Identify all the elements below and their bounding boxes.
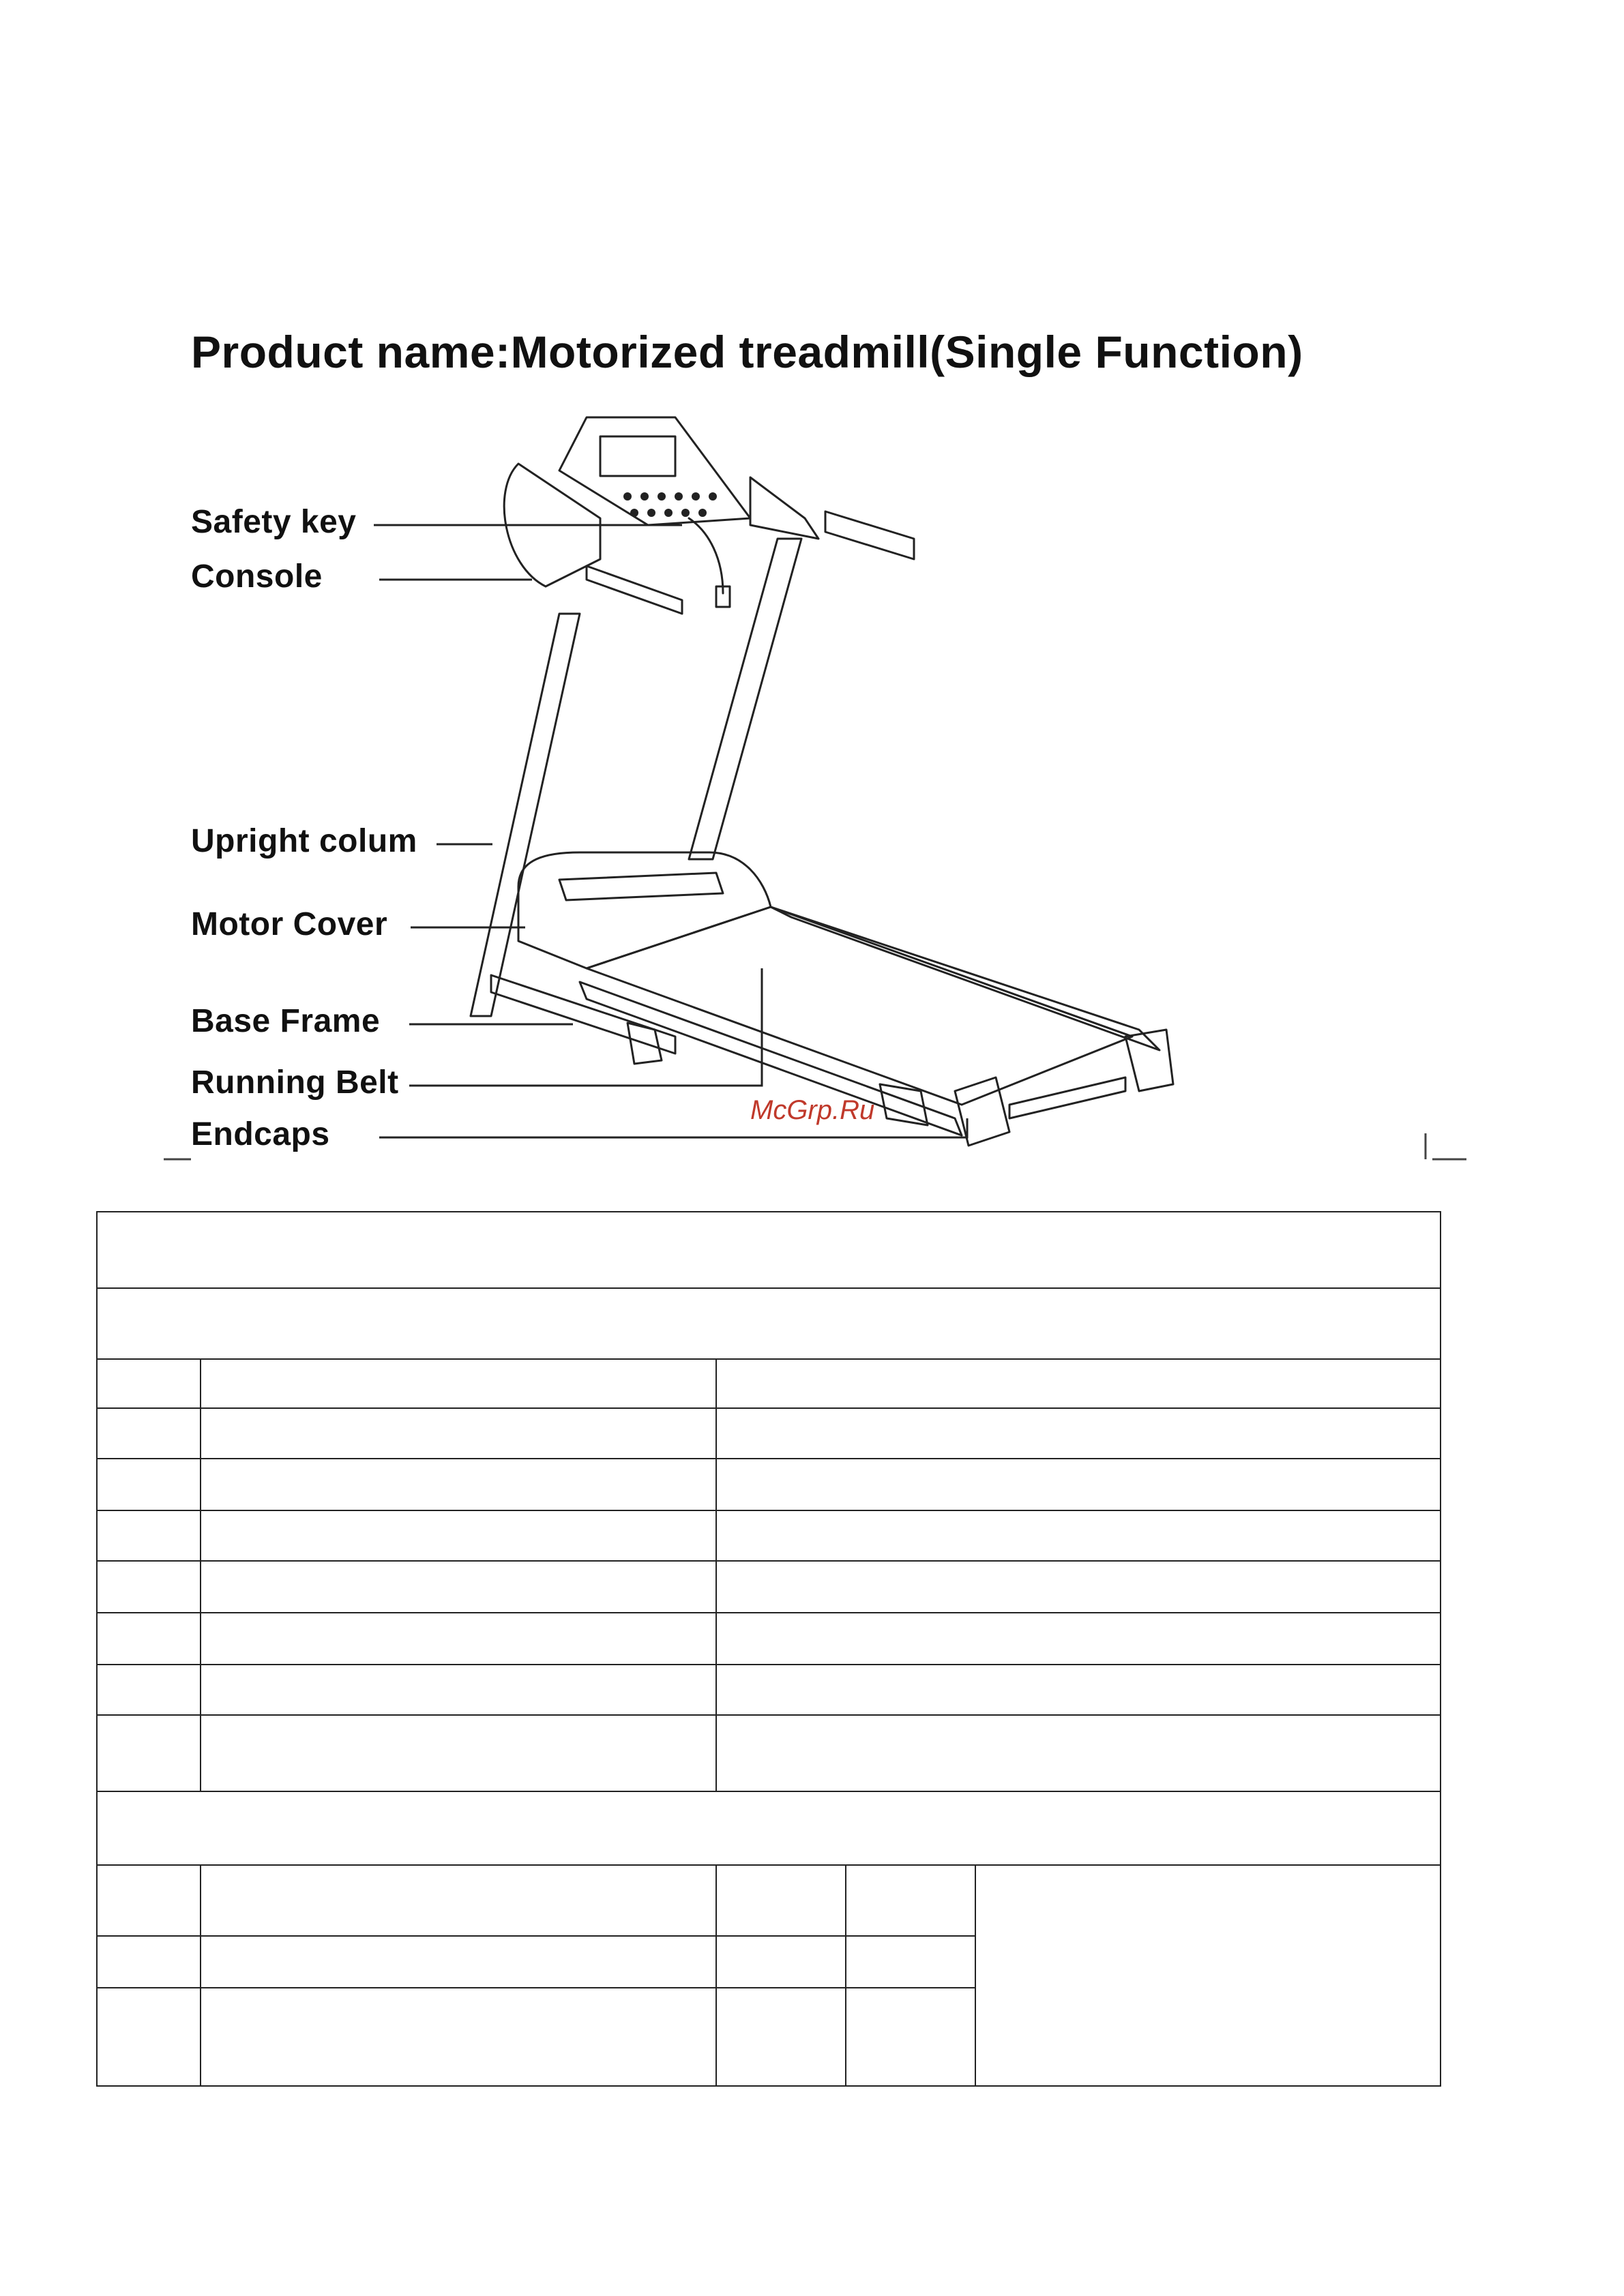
table-cell [201,1865,716,1936]
safety-key-cord [689,518,723,593]
table-cell [201,1510,716,1561]
motor-cover-shape [518,852,771,968]
table-cell [716,1715,1441,1791]
table-cell [97,1212,1441,1288]
table-cell [97,1665,201,1715]
table-row [97,1561,1441,1613]
table-cell [716,1510,1441,1561]
table-row [97,1715,1441,1791]
left-endcap [955,1077,1009,1146]
table-cell [201,1561,716,1613]
table-cell [975,1865,1441,2086]
table-cell [716,1988,846,2086]
page-title: Product name:Motorized treadmill(Single Function) [191,327,1303,377]
table-cell [97,1288,1441,1359]
table-cell [97,1988,201,2086]
label-motor-cover: Motor Cover [191,906,388,942]
label-console: Console [191,558,323,595]
table-cell [201,1408,716,1459]
table-cell [97,1459,201,1510]
table-cell [201,1936,716,1988]
left-handle [587,566,682,614]
right-upright [689,539,801,859]
table-cell [201,1988,716,2086]
table-cell [201,1613,716,1665]
table-row [97,1359,1441,1408]
base-frame-shape [491,975,675,1054]
table-row [97,1865,1441,1936]
table-row [97,1459,1441,1510]
table-cell [201,1665,716,1715]
table-row [97,1288,1441,1359]
table-cell [846,1936,975,1988]
table-cell [201,1459,716,1510]
table-cell [97,1791,1441,1865]
table-cell [97,1561,201,1613]
table-cell [716,1665,1441,1715]
right-handle [825,511,914,559]
callout-leaders [374,525,967,1137]
rear-step-plate [1009,1077,1125,1118]
label-upright-colum: Upright colum [191,823,417,859]
table-cell [716,1359,1441,1408]
table-cell [97,1613,201,1665]
table-cell [716,1459,1441,1510]
console-right-wing [750,477,818,539]
table-cell [97,1865,201,1936]
watermark-text: McGrp.Ru [750,1095,875,1125]
motor-cover-vent [559,873,723,900]
table-cell [97,1408,201,1459]
rear-wheel-bracket [880,1084,928,1125]
table-row [97,1212,1441,1288]
table-cell [716,1865,846,1936]
label-safety-key: Safety key [191,504,357,540]
table-cell [716,1613,1441,1665]
table-cell [97,1510,201,1561]
table-cell [846,1988,975,2086]
table-cell [97,1359,201,1408]
leader-running-belt [409,968,762,1086]
label-base-frame: Base Frame [191,1003,381,1039]
table-row [97,1510,1441,1561]
leader-endcaps [379,1118,967,1137]
table-cell [97,1936,201,1988]
label-endcaps: Endcaps [191,1116,330,1152]
table-row [97,1408,1441,1459]
specification-table [96,1211,1441,2087]
table-row [97,1665,1441,1715]
left-upright [471,614,580,1016]
table-cell [716,1936,846,1988]
table-row [97,1613,1441,1665]
table-cell [201,1715,716,1791]
console-keypad [623,492,717,517]
table-cell [846,1865,975,1936]
table-cell [716,1561,1441,1613]
table-cell [201,1359,716,1408]
table-cell [97,1715,201,1791]
table-cell [716,1408,1441,1459]
table-row [97,1791,1441,1865]
label-running-belt: Running Belt [191,1064,399,1101]
console-display [600,436,675,476]
